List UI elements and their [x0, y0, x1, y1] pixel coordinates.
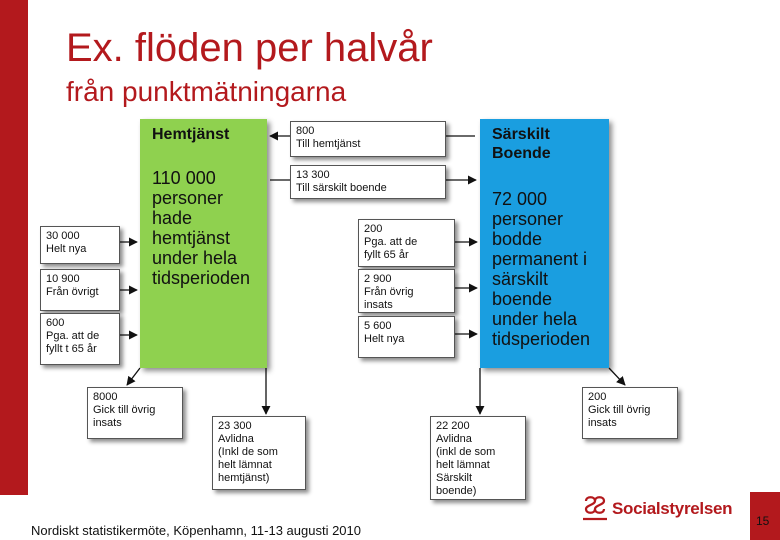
flow-hem-fyllt65: 600 Pga. att de fyllt t 65 år	[40, 313, 120, 365]
flow-sb-fran-ovrigt: 2 900 Från övrig insats	[358, 269, 455, 313]
arrow-hem-gick-ovrig	[127, 368, 140, 385]
logo-text: Socialstyrelsen	[612, 499, 733, 518]
flow-sb-helt-nya: 5 600 Helt nya	[358, 316, 455, 358]
flow-hem-avlidna: 23 300 Avlidna (Inkl de som helt lämnat hemtjänst)	[212, 416, 306, 490]
flow-sb-fyllt65: 200 Pga. att de fyllt 65 år	[358, 219, 455, 267]
flow-hem-helt-nya: 30 000 Helt nya	[40, 226, 120, 264]
sarskilt-boende-heading: Särskilt Boende	[492, 126, 551, 162]
socialstyrelsen-logo	[582, 494, 732, 524]
footer-text: Nordiskt statistikermöte, Köpenhamn, 11-13 augusti 2010	[31, 523, 361, 538]
slide-subtitle: från punktmätningarna	[66, 76, 347, 107]
flow-till-sarskilt-boende: 13 300 Till särskilt boende	[290, 165, 446, 199]
flow-sb-avlidna: 22 200 Avlidna (inkl de som helt lämnat Särskilt boende)	[430, 416, 526, 500]
hemtjanst-body: 110 000 personer hade hemtjänst under hela tidsperioden	[152, 168, 251, 288]
flow-hem-fran-ovrigt: 10 900 Från övrigt	[40, 269, 120, 311]
flow-hem-gick-ovrig-insats: 8000 Gick till övrig insats	[87, 387, 183, 439]
hemtjanst-box	[140, 119, 267, 368]
sarskilt-boende-body: 72 000 personer bodde permanent i särskilt boende under hela tidsperioden	[492, 189, 591, 349]
arrow-sb-gick-ovrig	[609, 368, 625, 385]
logo-emblem-icon	[582, 495, 608, 523]
flow-sb-gick-ovrig-insats: 200 Gick till övrig insats	[582, 387, 678, 439]
hemtjanst-heading: Hemtjänst	[152, 126, 230, 143]
flow-till-hemtjanst: 800 Till hemtjänst	[290, 121, 446, 157]
page-number: 15	[756, 514, 770, 528]
slide-title: Ex. flöden per halvår	[66, 26, 433, 70]
sarskilt-boende-box	[480, 119, 609, 368]
